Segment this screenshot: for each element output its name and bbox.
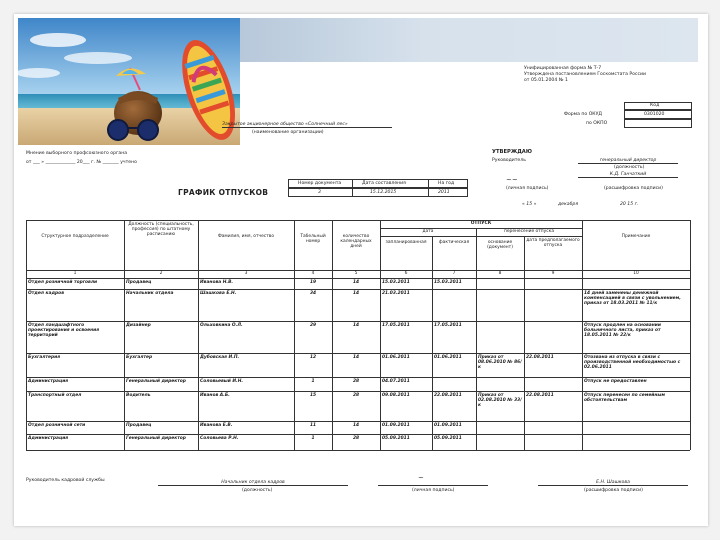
footer-signature-caption: (личная подпись) [412, 488, 455, 493]
table-cell-fact: 22.08.2011 [434, 393, 462, 398]
table-cell-plan: 17.05.2011 [382, 323, 410, 328]
table-cell-name: Иванов А.Б. [200, 393, 230, 398]
doc-number: 3 [318, 190, 321, 195]
table-cell-pos: Продавец [126, 423, 152, 428]
table-cell-tab: 15 [309, 393, 317, 398]
table-cell-fact: 15.03.2011 [434, 280, 462, 285]
column-number-5: 5 [354, 271, 358, 276]
slide-header-band [240, 18, 698, 62]
footer-position-caption: (должность) [242, 488, 273, 493]
table-cell-name: Ольховкина О.Л. [200, 323, 243, 328]
table-cell-days: 28 [352, 379, 360, 384]
okpo-label: по ОКПО [586, 121, 608, 126]
table-cell-name: Соловьева Р.Н. [200, 436, 239, 441]
okpo-value-box [624, 119, 692, 128]
column-header-9: дата предполагаемого отпуска [526, 238, 580, 249]
table-cell-dept: Администрация [28, 436, 69, 441]
table-cell-basis: Приказ от 08.06.2010 № 86/к [478, 355, 522, 371]
column-number-10: 10 [633, 271, 639, 276]
table-cell-plan: 09.08.2011 [382, 393, 410, 398]
column-number-3: 3 [244, 271, 248, 276]
column-header-10: Примечание [621, 234, 651, 239]
table-cell-tab: 19 [309, 280, 317, 285]
table-cell-fact: 05.09.2011 [434, 436, 462, 441]
code-label: Код [650, 103, 660, 108]
table-cell-name: Иванова Е.В. [200, 423, 233, 428]
vacation-table [26, 220, 690, 450]
column-number-9: 9 [551, 271, 555, 276]
signature-caption: (личная подпись) [506, 186, 549, 191]
unified-form-line1: Унифицированная форма № Т-7 [524, 66, 602, 71]
table-cell-newdate: 22.08.2011 [526, 393, 554, 398]
unified-form-line3: от 05.01.2004 № 1 [524, 78, 568, 83]
page-title: ГРАФИК ОТПУСКОВ [178, 188, 269, 197]
table-cell-pos: Дизайнер [126, 323, 151, 328]
column-header-1: Структурное подразделение [41, 234, 109, 239]
okud-label: Форма по ОКУД [564, 112, 602, 117]
table-cell-dept: Администрация [28, 379, 69, 384]
table-cell-note: 14 дней заменены денежной компенсацией в связи с увольнением, приказ от 18.03.2011 № 11/к [584, 291, 681, 307]
table-cell-note: Отпуск не предоставлен [584, 379, 647, 384]
hr-signature: ~ [418, 474, 424, 482]
table-cell-days: 14 [352, 423, 360, 428]
column-number-1: 1 [73, 271, 77, 276]
table-cell-dept: Бухгалтерия [28, 355, 61, 360]
table-cell-name: Соловьевый И.Н. [200, 379, 244, 384]
table-cell-days: 14 [352, 323, 360, 328]
column-header-6: запланированная [385, 240, 427, 245]
approve-year: 20 15 г. [620, 202, 639, 207]
vacation-schedule-document [18, 62, 698, 508]
table-cell-plan: 21.03.2011 [382, 291, 410, 296]
org-name: Закрытое акционерное общество «Солнечный лес» [222, 122, 392, 128]
table-cell-plan: 01.09.2011 [382, 423, 410, 428]
column-header-7: фактическая [438, 240, 470, 245]
table-cell-plan: 04.07.2011 [382, 379, 410, 384]
org-caption: (наименование организации) [252, 130, 324, 135]
table-cell-dept: Отдел ландшафтного проектирования и освоения территорий [28, 323, 100, 339]
column-number-7: 7 [452, 271, 456, 276]
table-cell-fact: 01.06.2011 [434, 355, 462, 360]
transfer-group-header: перенесение отпуска [503, 229, 555, 234]
table-cell-fact: 17.05.2011 [434, 323, 462, 328]
doc-year-label: На год [438, 181, 455, 186]
table-cell-note: Отпуск перенесен по семейным обстоятельствам [584, 393, 665, 404]
table-cell-plan: 05.09.2011 [382, 436, 410, 441]
decoding-caption: (расшифровка подписи) [604, 186, 663, 191]
table-cell-tab: 1 [311, 436, 315, 441]
hr-name: Е.Н. Шашкова [538, 480, 688, 486]
table-cell-tab: 29 [309, 323, 317, 328]
table-cell-pos: Генеральный директор [126, 379, 186, 384]
head-label: Руководитель [492, 158, 526, 163]
table-cell-dept: Транспортный отдел [28, 393, 82, 398]
head-name: К.Д. Ганчаткий [578, 172, 678, 178]
table-cell-dept: Отдел кадров [28, 291, 64, 296]
column-header-5: количество календарных дней [340, 234, 372, 250]
column-header-3: Фамилия, имя, отчество [217, 234, 275, 239]
column-number-8: 8 [498, 271, 502, 276]
table-cell-note: Отпуск продлен на основании больничного листа, приказ от 18.05.2011 № 22/к [584, 323, 661, 339]
doc-date: 15.12.2015 [370, 190, 397, 195]
approve-date: « 15 » [522, 202, 537, 207]
hr-position: Начальник отдела кадров [158, 480, 348, 486]
table-cell-name: Дубовская И.П. [200, 355, 240, 360]
column-header-8: основание (документ) [487, 240, 513, 251]
table-cell-plan: 01.06.2011 [382, 355, 410, 360]
approve-month: декабря [558, 202, 579, 207]
table-cell-tab: 34 [309, 291, 317, 296]
table-cell-pos: Бухгалтер [126, 355, 153, 360]
vacation-group-header: ОТПУСК [470, 221, 492, 226]
hr-head-label: Руководитель кадровой службы [26, 478, 105, 483]
unified-form-line2: Утверждена постановлением Госкомстата России [524, 72, 646, 77]
doc-date-label: Дата составления [362, 181, 406, 186]
table-cell-tab: 11 [309, 423, 317, 428]
column-number-2: 2 [159, 271, 163, 276]
table-cell-pos: Генеральный директор [126, 436, 186, 441]
table-cell-name: Шашкова Е.Н. [200, 291, 237, 296]
date-group-header: дата [422, 229, 434, 234]
approve-label: УТВЕРЖДАЮ [492, 149, 532, 155]
doc-year: 2011 [438, 190, 450, 195]
table-cell-dept: Отдел розничной торговли [28, 280, 98, 285]
table-cell-tab: 12 [309, 355, 317, 360]
table-cell-dept: Отдел розничной сети [28, 423, 86, 428]
table-cell-days: 14 [352, 291, 360, 296]
table-cell-days: 14 [352, 280, 360, 285]
column-number-4: 4 [311, 271, 315, 276]
director-signature: ~~ [506, 176, 518, 184]
table-cell-basis: Приказ от 02.08.2010 № 33/к [478, 393, 522, 409]
table-cell-plan: 15.03.2011 [382, 280, 410, 285]
doc-number-label: Номер документа [298, 181, 342, 186]
table-cell-newdate: 22.08.2011 [526, 355, 554, 360]
table-cell-pos: Начальник отдела [126, 291, 174, 296]
okud-value: 0301020 [644, 112, 665, 117]
table-cell-pos: Продавец [126, 280, 152, 285]
union-opinion: Мнение выборного профсоюзного органа [26, 151, 128, 156]
head-position: генеральный директор [578, 158, 678, 164]
table-cell-fact: 01.09.2011 [434, 423, 462, 428]
table-cell-tab: 1 [311, 379, 315, 384]
table-cell-days: 28 [352, 393, 360, 398]
column-number-6: 6 [404, 271, 408, 276]
union-date-line: от ___ » _____________ 20___ г. № _______ учтено [26, 160, 137, 165]
table-cell-name: Иванова Н.В. [200, 280, 234, 285]
position-caption: (должность) [614, 165, 645, 170]
table-cell-note: Отозвана из отпуска в связи с производственной необходимостью с 02.06.2011 [584, 355, 681, 371]
column-header-4: Табельный номер [300, 234, 326, 245]
table-cell-days: 14 [352, 355, 360, 360]
table-cell-pos: Водитель [126, 393, 151, 398]
column-header-2: Должность (специальность, профессия) по штатному расписанию [128, 222, 194, 238]
table-cell-days: 28 [352, 436, 360, 441]
footer-decoding-caption: (расшифровка подписи) [584, 488, 643, 493]
